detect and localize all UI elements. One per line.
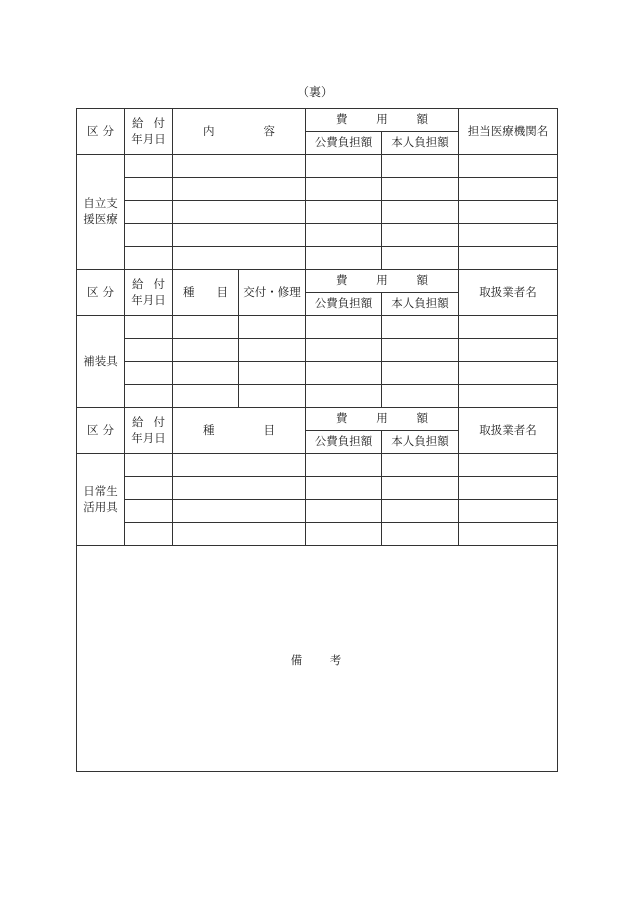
entry-cell[interactable] [173, 178, 306, 201]
entry-cell[interactable] [239, 362, 306, 385]
benefit-record-table [76, 108, 558, 772]
entry-cell[interactable] [173, 247, 306, 270]
kouhi-header: 公費負担額 [306, 132, 382, 155]
entry-cell[interactable] [173, 454, 306, 477]
entry-cell[interactable] [459, 362, 558, 385]
entry-cell[interactable] [459, 454, 558, 477]
entry-cell[interactable] [382, 224, 459, 247]
entry-cell[interactable] [125, 316, 173, 339]
entry-cell[interactable] [125, 201, 173, 224]
entry-cell[interactable] [459, 224, 558, 247]
entry-cell[interactable] [382, 178, 459, 201]
hiyou-header: 費 用 額 [306, 109, 459, 132]
entry-cell[interactable] [306, 523, 382, 546]
section-label-hosougu: 補装具 [77, 316, 125, 408]
entry-cell[interactable] [173, 316, 239, 339]
entry-cell[interactable] [306, 155, 382, 178]
kubun-header: 区 分 [77, 408, 125, 454]
entry-cell[interactable] [459, 523, 558, 546]
entry-cell[interactable] [459, 178, 558, 201]
shumoku-header: 種 目 [173, 270, 239, 316]
entry-cell[interactable] [306, 500, 382, 523]
entry-cell[interactable] [382, 201, 459, 224]
entry-cell[interactable] [459, 201, 558, 224]
entry-cell[interactable] [382, 523, 459, 546]
entry-cell[interactable] [306, 385, 382, 408]
entry-cell[interactable] [125, 500, 173, 523]
entry-cell[interactable] [459, 155, 558, 178]
entry-cell[interactable] [173, 523, 306, 546]
koufu-shuuri-header: 交付・修理 [239, 270, 306, 316]
kyufu-date-header: 給 付 年月日 [125, 109, 173, 155]
entry-cell[interactable] [173, 224, 306, 247]
entry-cell[interactable] [306, 178, 382, 201]
kubun-header: 区 分 [77, 270, 125, 316]
iryou-kikan-header: 担当医療機関名 [459, 109, 558, 155]
entry-cell[interactable] [459, 385, 558, 408]
entry-cell[interactable] [125, 339, 173, 362]
remarks-box[interactable] [77, 546, 558, 772]
page-title: （裏） [296, 85, 333, 99]
kouhi-header: 公費負担額 [306, 293, 382, 316]
entry-cell[interactable] [125, 247, 173, 270]
entry-cell[interactable] [173, 500, 306, 523]
entry-cell[interactable] [306, 339, 382, 362]
entry-cell[interactable] [239, 339, 306, 362]
entry-cell[interactable] [125, 454, 173, 477]
entry-cell[interactable] [382, 339, 459, 362]
entry-cell[interactable] [173, 339, 239, 362]
hiyou-header: 費 用 額 [306, 408, 459, 431]
entry-cell[interactable] [306, 224, 382, 247]
entry-cell[interactable] [382, 500, 459, 523]
section-label-jiritsu: 自立支 援医療 [77, 155, 125, 270]
toriatsukai-header: 取扱業者名 [459, 408, 558, 454]
entry-cell[interactable] [306, 454, 382, 477]
entry-cell[interactable] [306, 362, 382, 385]
entry-cell[interactable] [125, 224, 173, 247]
entry-cell[interactable] [306, 247, 382, 270]
toriatsukai-header: 取扱業者名 [459, 270, 558, 316]
entry-cell[interactable] [382, 247, 459, 270]
entry-cell[interactable] [173, 201, 306, 224]
entry-cell[interactable] [382, 454, 459, 477]
entry-cell[interactable] [306, 201, 382, 224]
entry-cell[interactable] [382, 385, 459, 408]
kyufu-date-header: 給 付 年月日 [125, 408, 173, 454]
entry-cell[interactable] [125, 477, 173, 500]
entry-cell[interactable] [382, 477, 459, 500]
entry-cell[interactable] [173, 362, 239, 385]
entry-cell[interactable] [125, 362, 173, 385]
section-label-nichijou: 日常生 活用具 [77, 454, 125, 546]
entry-cell[interactable] [173, 477, 306, 500]
entry-cell[interactable] [382, 362, 459, 385]
entry-cell[interactable] [382, 155, 459, 178]
entry-cell[interactable] [125, 523, 173, 546]
entry-cell[interactable] [459, 500, 558, 523]
entry-cell[interactable] [239, 385, 306, 408]
kubun-header: 区 分 [77, 109, 125, 155]
entry-cell[interactable] [459, 477, 558, 500]
hiyou-header: 費 用 額 [306, 270, 459, 293]
remarks-label: 備 考 [290, 653, 350, 668]
naiyou-header: 内 容 [173, 109, 306, 155]
entry-cell[interactable] [125, 155, 173, 178]
entry-cell[interactable] [306, 316, 382, 339]
honnin-header: 本人負担額 [382, 132, 459, 155]
entry-cell[interactable] [239, 316, 306, 339]
entry-cell[interactable] [125, 385, 173, 408]
honnin-header: 本人負担額 [382, 293, 459, 316]
honnin-header: 本人負担額 [382, 431, 459, 454]
entry-cell[interactable] [459, 247, 558, 270]
entry-cell[interactable] [382, 316, 459, 339]
entry-cell[interactable] [459, 316, 558, 339]
shumoku-header: 種 目 [173, 408, 306, 454]
entry-cell[interactable] [173, 385, 239, 408]
kyufu-date-header: 給 付 年月日 [125, 270, 173, 316]
entry-cell[interactable] [173, 155, 306, 178]
entry-cell[interactable] [125, 178, 173, 201]
entry-cell[interactable] [306, 477, 382, 500]
entry-cell[interactable] [459, 339, 558, 362]
kouhi-header: 公費負担額 [306, 431, 382, 454]
